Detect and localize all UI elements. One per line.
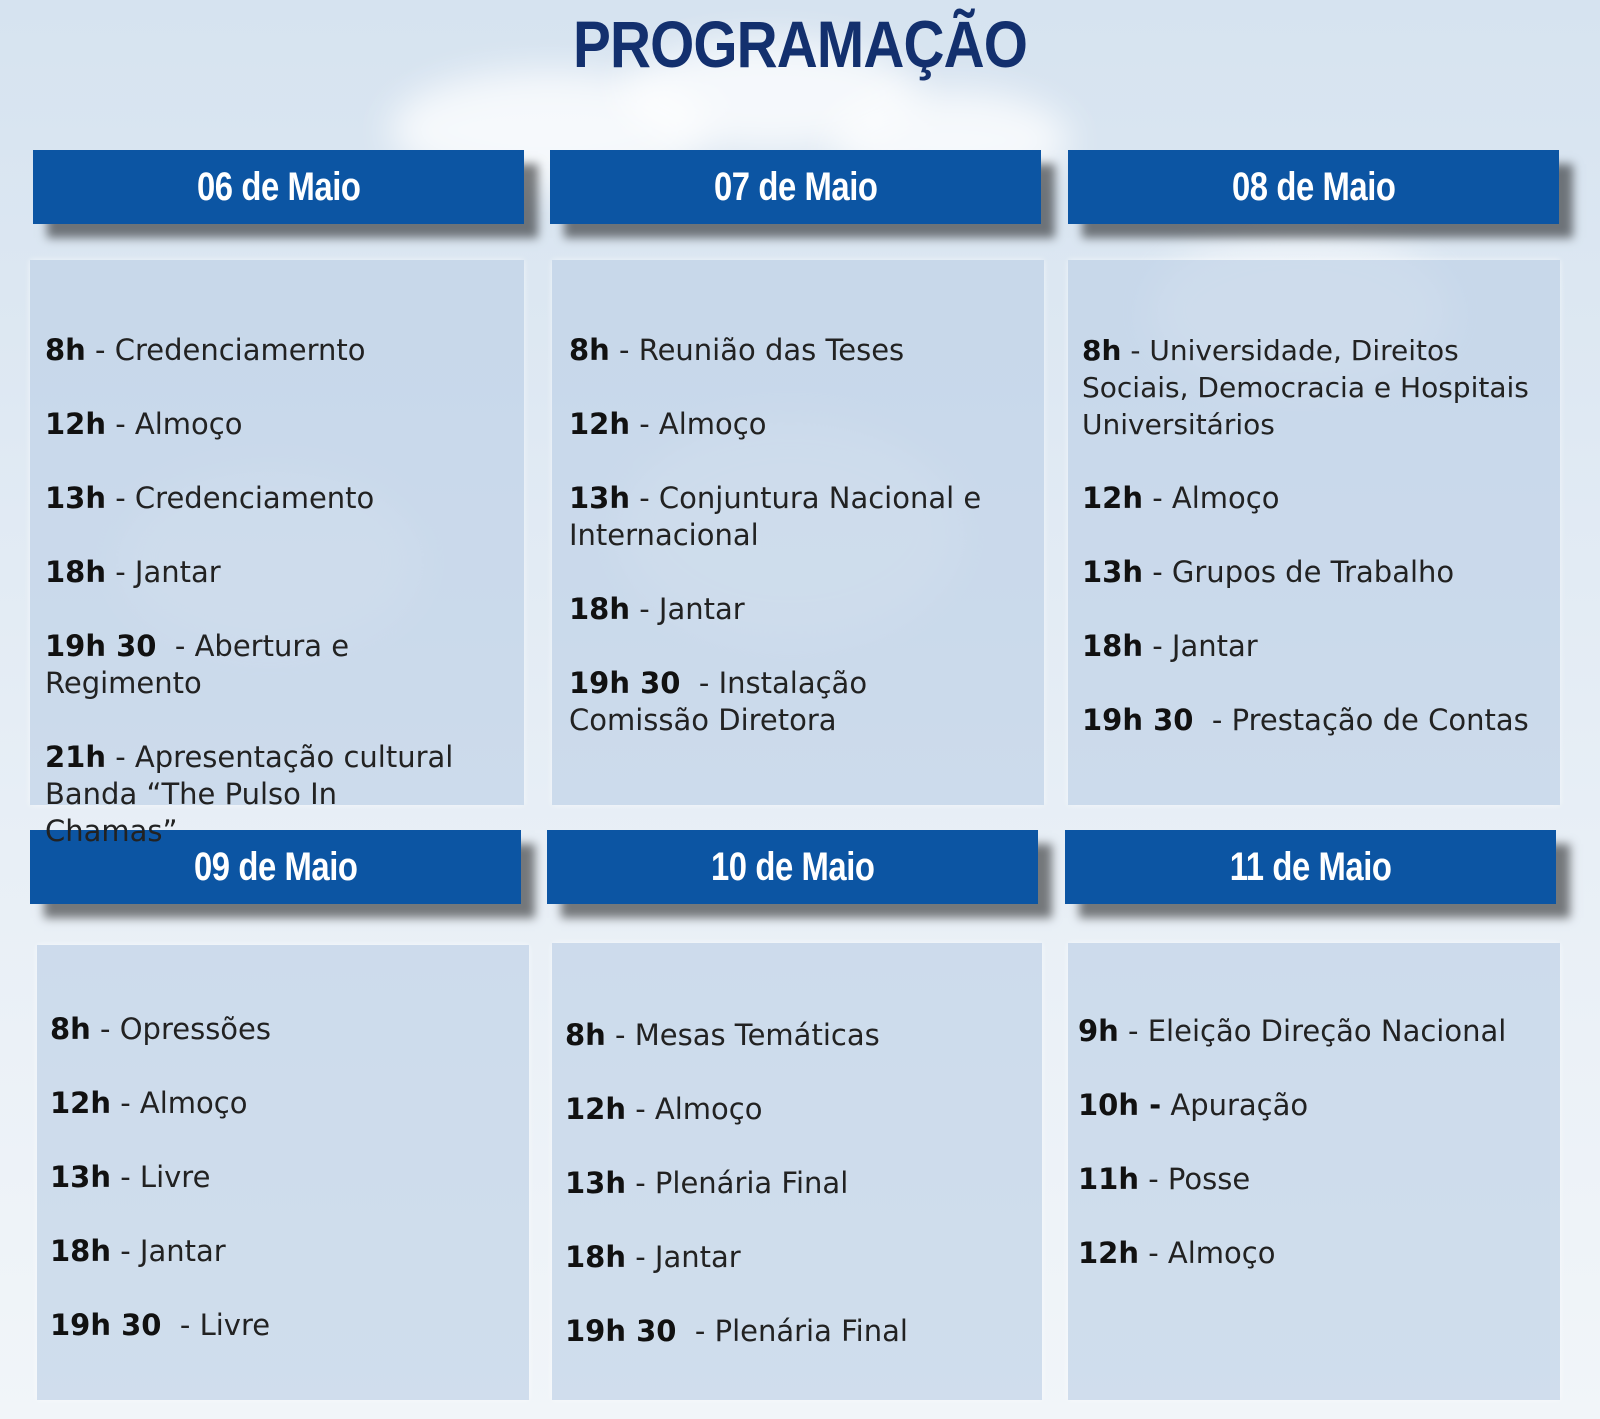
event-description: - Almoço [1139,1236,1276,1270]
schedule-item [565,1165,1032,1202]
schedule-item [1082,702,1560,739]
event-description: - Posse [1139,1162,1251,1196]
schedule-item [50,1085,519,1122]
day-header-06-maio [33,150,524,224]
event-description: - Credenciamento [106,481,375,515]
day-header-label: 07 de Maio [713,164,878,209]
schedule-item [50,1233,519,1270]
day-header-label: 10 de Maio [710,844,875,889]
schedule-item [1082,628,1560,665]
schedule-box-10-maio [552,943,1042,1400]
event-description: - Eleição Direção Nacional [1118,1014,1507,1048]
schedule-item [45,332,514,369]
event-description: - Almoço [1143,481,1280,515]
day-header-label: 11 de Maio [1229,844,1392,889]
day-header-label: 06 de Maio [196,164,361,209]
event-description: Apuração [1161,1088,1309,1122]
day-header-11-maio [1065,830,1556,904]
event-time: 12h [569,407,631,441]
schedule-box-09-maio [37,945,529,1400]
event-time: 9h [1078,1014,1119,1048]
event-time: 8h [1082,334,1122,367]
schedule-item [569,332,1034,369]
day-header-label: 09 de Maio [193,844,358,889]
event-time: 19h 30 [569,666,681,700]
event-time: 13h [1082,555,1144,589]
event-description: - Almoço [111,1086,248,1120]
event-description: - Universidade, Direitos Sociais, Democracia e Hospitais Universitários [1082,334,1529,441]
event-description: - Opressões [90,1012,272,1046]
event-description: - Almoço [630,407,767,441]
event-time: 8h [569,333,610,367]
event-time: 19h 30 [45,629,157,663]
event-description: - Prestação de Contas [1193,703,1529,737]
event-description: - Apresentação cultural Banda “The Pulso In Chamas” [45,740,454,848]
schedule-item [45,480,514,517]
event-description: - Reunião das Teses [609,333,905,367]
schedule-item [569,480,1014,554]
event-description: - Abertura e Regimento [45,629,359,700]
schedule-item [1078,1013,1550,1050]
schedule-item [569,591,1034,628]
schedule-item [569,406,1034,443]
day-header-08-maio [1068,150,1559,224]
event-description: - Credenciamernto [85,333,366,367]
event-time: 18h [50,1234,112,1268]
event-time: 21h [45,740,107,774]
event-time: 18h [45,555,107,589]
schedule-box-06-maio [30,260,524,848]
event-description: - Jantar [106,555,221,589]
schedule-item [569,665,1014,739]
day-header-07-maio [550,150,1041,224]
schedule-item [50,1307,519,1344]
schedule-item [45,406,514,443]
event-time: 11h [1078,1162,1140,1196]
event-description: - Plenária Final [626,1166,849,1200]
schedule-item [1078,1235,1550,1272]
schedule-item [45,628,514,702]
event-description: - Jantar [1143,629,1258,663]
event-time: 18h [569,592,631,626]
schedule-item [565,1091,1032,1128]
schedule-item [50,1159,519,1196]
event-description: - Mesas Temáticas [605,1018,880,1052]
event-time: 12h [1082,481,1144,515]
schedule-item [565,1313,1032,1350]
event-description: - Jantar [111,1234,226,1268]
event-description: - Almoço [626,1092,763,1126]
event-time: 19h 30 [565,1314,677,1348]
event-time: 10h - [1078,1088,1162,1122]
schedule-item [1078,1161,1550,1198]
event-description: - Instalação Comissão Diretora [569,666,877,737]
event-time: 12h [50,1086,112,1120]
event-time: 12h [1078,1236,1140,1270]
event-time: 13h [45,481,107,515]
event-time: 13h [565,1166,627,1200]
schedule-item [565,1239,1032,1276]
event-time: 19h 30 [1082,703,1194,737]
schedule-item [1078,1087,1550,1124]
event-description: - Grupos de Trabalho [1143,555,1455,589]
schedule-item [45,554,514,591]
schedule-item [1082,554,1560,591]
event-description: - Conjuntura Nacional e Internacional [569,481,982,552]
event-time: 13h [569,481,631,515]
schedule-box-08-maio [1068,260,1560,805]
schedule-item [1082,480,1560,517]
event-time: 19h 30 [50,1308,162,1342]
event-description: - Almoço [106,407,243,441]
schedule-item [45,739,474,850]
schedule-item [565,1017,1032,1054]
page-title: PROGRAMAÇÃO [572,7,1028,81]
event-description: - Jantar [626,1240,741,1274]
event-description: - Livre [161,1308,271,1342]
event-description: - Jantar [630,592,745,626]
event-time: 8h [50,1012,91,1046]
event-time: 8h [45,333,86,367]
event-time: 12h [45,407,107,441]
day-header-10-maio [547,830,1038,904]
event-time: 18h [1082,629,1144,663]
event-description: - Livre [111,1160,211,1194]
day-header-label: 08 de Maio [1231,164,1396,209]
schedule-box-11-maio [1068,943,1560,1400]
event-description: - Plenária Final [676,1314,908,1348]
event-time: 12h [565,1092,627,1126]
schedule-item [1082,332,1560,443]
event-time: 18h [565,1240,627,1274]
schedule-item [50,1011,519,1048]
event-time: 8h [565,1018,606,1052]
schedule-box-07-maio [552,260,1044,805]
event-time: 13h [50,1160,112,1194]
